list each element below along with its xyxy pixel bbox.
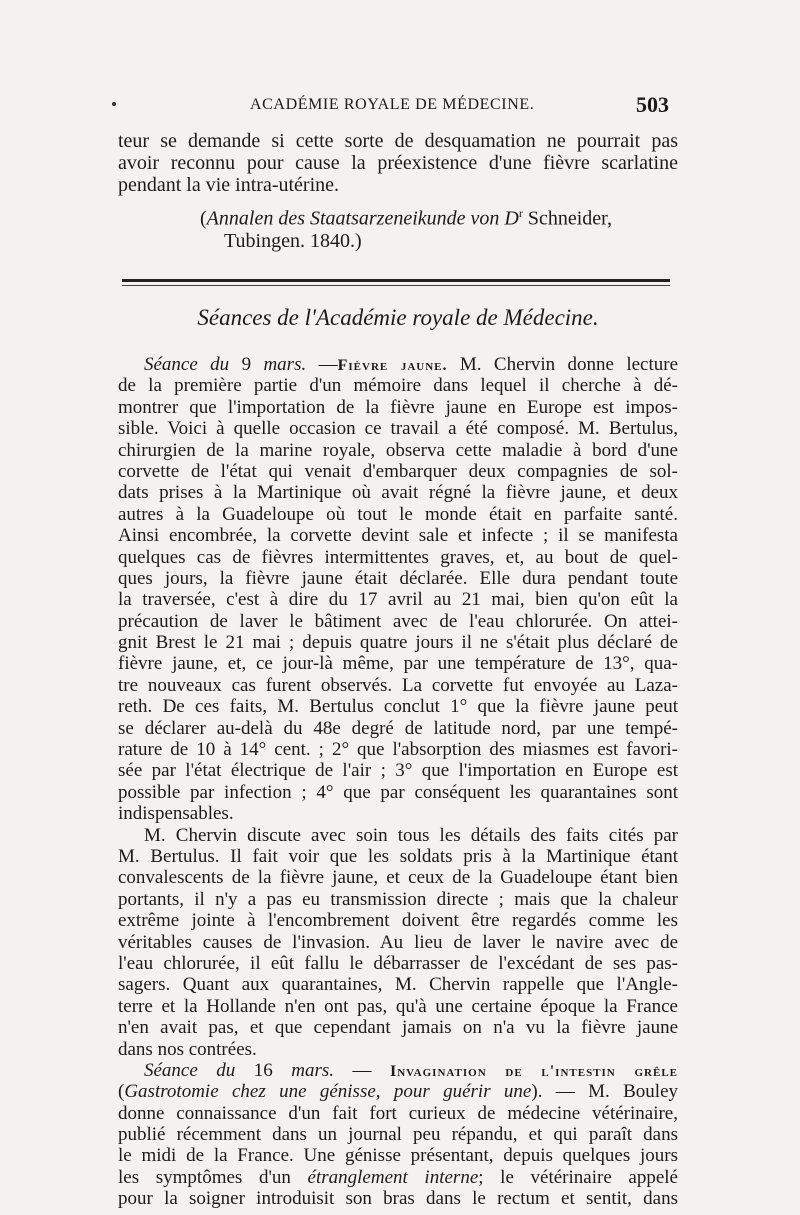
superscript: r	[518, 206, 523, 220]
paren: (	[118, 1081, 125, 1103]
text-fragment: ). — M. Bouley	[531, 1081, 679, 1103]
subtitle-italic: Gastrotomie chez une génisse, pour guérir une	[124, 1081, 532, 1103]
text-fragment: ; le vétérinaire appelé	[478, 1166, 678, 1188]
section-title: Séances de l'Académie royale de Médecine.	[197, 305, 599, 330]
text-line: précaution de laver le bâtiment avec de l'eau chlorurée. On attei-	[118, 610, 678, 632]
running-title: ACADÉMIE ROYALE DE MÉDECINE.	[250, 96, 535, 113]
seance-month: mars.	[263, 354, 307, 375]
text-line: sagers. Quant aux quarantaines, M. Chervin rappelle que l'Angle-	[118, 974, 678, 996]
text-line: autres à la Guadeloupe où tout le monde était en parfaite santé.	[118, 503, 678, 525]
text-line: teur se demande si cette sorte de desquamation ne pourrait pas	[118, 130, 678, 152]
text-line: corvette de l'état qui venait d'embarquer deux compagnies de sol-	[118, 460, 678, 482]
seance-topic: Invagination de l'intestin grêle	[389, 1062, 678, 1080]
dash: —	[306, 354, 338, 375]
text-line: M. Chervin discute avec soin tous les détails des faits cités par	[144, 824, 678, 846]
text-line: ques jours, la fièvre jaune était déclarée. Elle dura pendant toute	[118, 567, 678, 589]
text-line: indispensables.	[118, 803, 234, 825]
section-rule-thick	[122, 279, 670, 282]
text-line: la traversée, c'est à dire du 17 avril au 21 mai, bien qu'on eût la	[118, 589, 678, 611]
page-number: 503	[636, 92, 669, 117]
seance-day: 9	[229, 354, 264, 375]
text-line: dats prises à la Martinique où avait régné la fièvre jaune, et deux	[118, 482, 678, 504]
italic-term: étranglement interne	[307, 1166, 479, 1188]
citation-author: Schneider,	[522, 207, 613, 230]
text-line: M. Bertulus. Il fait voir que les soldats pris à la Martinique étant	[118, 845, 678, 867]
text-line: fièvre jaune, et, ce jour-là même, par une température de 13°, qua-	[118, 653, 678, 675]
intro-paragraph	[118, 130, 678, 196]
text-line: sée par l'état électrique de l'air ; 3° que l'importation en Europe est	[118, 760, 678, 782]
text-line: portants, il n'y a pas eu transmission directe ; mais que la chaleur	[118, 888, 678, 910]
seance-month: mars.	[291, 1059, 335, 1081]
section-rule-thin	[122, 285, 670, 286]
text-line: quelques cas de fièvres intermittentes graves, et, au bout de quel-	[118, 546, 678, 568]
text-line	[118, 1060, 678, 1081]
text-line: rature de 10 à 14° cent. ; 2° que l'absorption des miasmes est favori-	[118, 739, 678, 761]
text-line: extrême jointe à l'encombrement doivent être regardés comme les	[118, 910, 678, 932]
text-line: se déclarer au-delà du 48e degré de latitude nord, par une tempé-	[118, 717, 678, 739]
text-line	[118, 1081, 678, 1102]
text-line: donne connaissance d'un fait fort curieux de médecine vétérinaire,	[118, 1102, 678, 1124]
text-line: pour la soigner introduisit son bras dans le rectum et sentit, dans	[118, 1188, 678, 1210]
text-line: avoir reconnu pour cause la préexistence d'une fièvre scarlatine	[118, 152, 678, 174]
text-line: Ainsi encombrée, la corvette devint sale et infecte ; il se manifesta	[118, 525, 678, 547]
text-line: véritables causes de l'invasion. Au lieu de laver le navire avec de	[118, 931, 678, 953]
citation-line-1	[200, 202, 670, 230]
text-line: dans nos contrées.	[118, 1038, 257, 1060]
main-text	[118, 354, 678, 1210]
seance-day: 16	[235, 1059, 292, 1081]
journal-name: Annalen des Staatsarzeneikunde von D	[206, 207, 519, 230]
text-line: terre et la Hollande n'en ont pas, qu'à une certaine époque la France	[118, 995, 678, 1017]
text-line	[118, 1167, 678, 1188]
seance-date: Séance du	[144, 354, 230, 375]
text-fragment: M. Chervin donne lecture	[447, 354, 679, 375]
text-line: montrer que l'importation de la fièvre jaune en Europe est impos-	[118, 396, 678, 418]
text-line: de la première partie d'un mémoire dans lequel il cherche à dé-	[118, 375, 678, 397]
text-fragment: les symptômes d'un	[118, 1166, 308, 1188]
bullet-mark	[112, 102, 116, 106]
text-line	[118, 354, 678, 375]
text-line: l'eau chlorurée, il eût fallu le débarrasser de l'excédant de ses pas-	[118, 952, 678, 974]
text-line: chirurgien de la marine royale, observa cette maladie à bord d'une	[118, 439, 678, 461]
citation	[200, 202, 670, 252]
text-line: publié récemment dans un journal peu répandu, et qui paraît dans	[118, 1124, 678, 1146]
text-line: convalescents de la fièvre jaune, et ceux de la Guadeloupe étant bien	[118, 867, 678, 889]
running-header	[118, 90, 669, 120]
text-line: gnit Brest le 21 mai ; depuis quatre jours il ne s'était plus déclaré de	[118, 632, 678, 654]
citation-line-2: Tubingen. 1840.)	[224, 229, 362, 252]
text-line: le midi de la France. Une génisse présentant, depuis quelques jours	[118, 1145, 678, 1167]
text-line: pendant la vie intra-utérine.	[118, 174, 340, 196]
seance-topic: Fièvre jaune.	[337, 357, 448, 374]
paren: (	[200, 207, 207, 230]
text-line: tre nouveaux cas furent observés. La corvette fut envoyée au Laza-	[118, 674, 678, 696]
text-line: sible. Voici à quelle occasion ce travail a été composé. M. Bertulus,	[118, 418, 678, 440]
seance-date: Séance du	[144, 1059, 236, 1081]
text-line: reth. De ces faits, M. Bertulus conclut 1° que la fièvre jaune peut	[118, 696, 678, 718]
text-line: n'en avait pas, et que cependant jamais on n'a vu la fièvre jaune	[118, 1017, 678, 1039]
text-line: possible par infection ; 4° que par conséquent les quarantaines sont	[118, 781, 678, 803]
dash: —	[334, 1059, 390, 1081]
